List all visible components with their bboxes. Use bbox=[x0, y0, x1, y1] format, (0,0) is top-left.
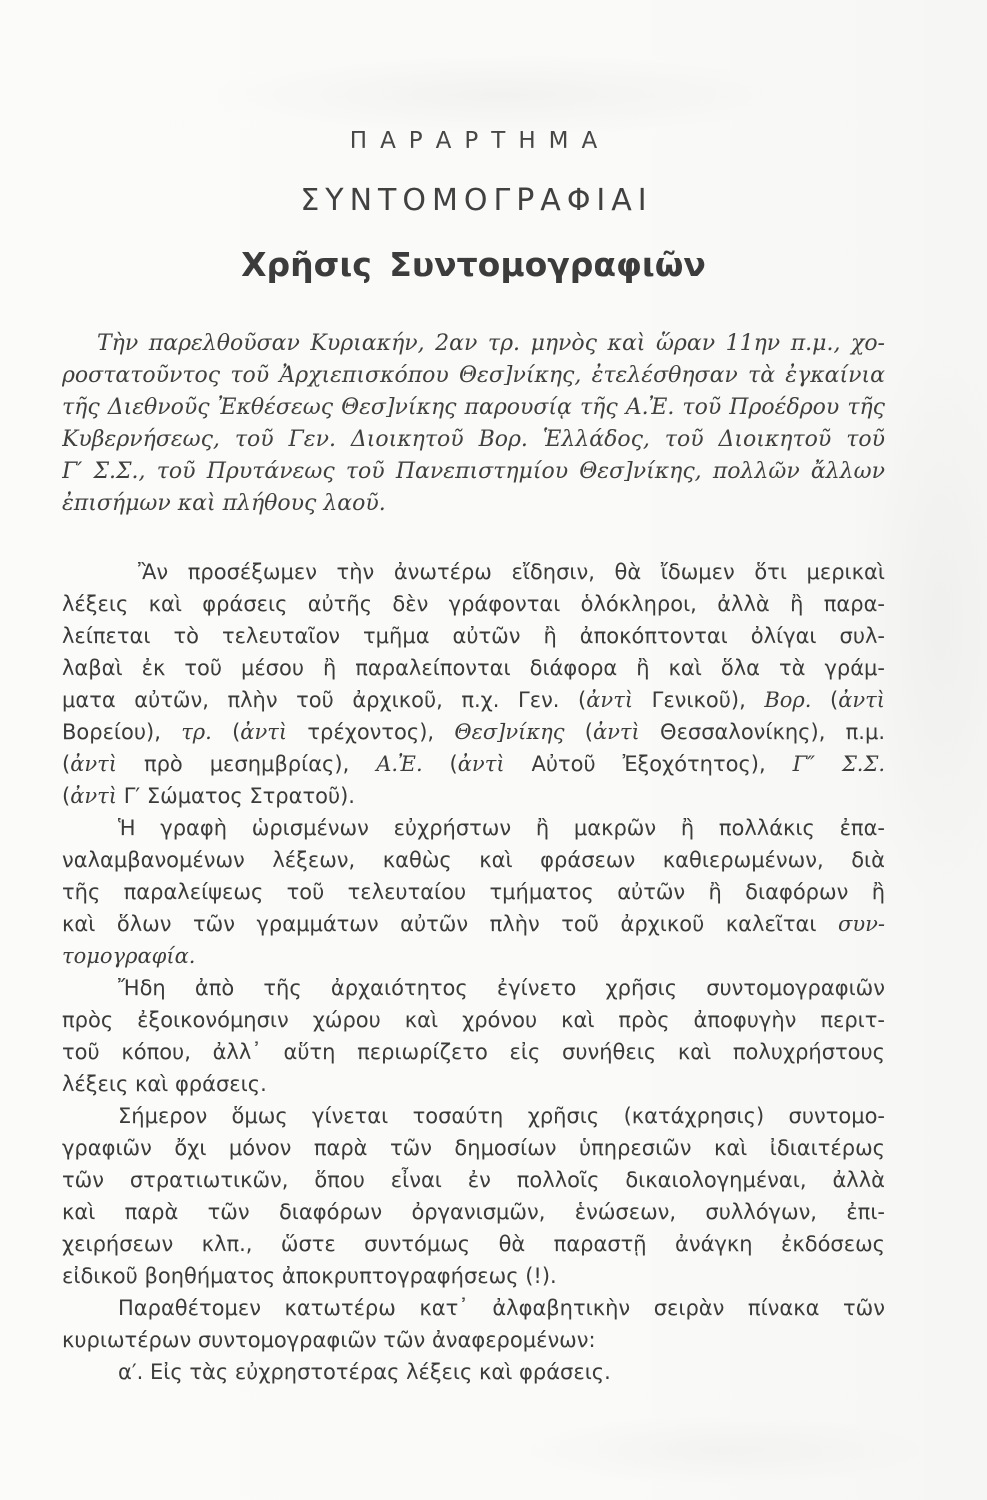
text-line bbox=[62, 972, 885, 1004]
text-run: Θεσσαλονίκης), π.μ. bbox=[639, 720, 885, 744]
text-line bbox=[62, 1164, 885, 1196]
text-run: Γενικοῦ), bbox=[633, 688, 765, 712]
text-line bbox=[62, 1292, 885, 1324]
text-run: ἐπισήμων καὶ πλήθους λαοῦ. bbox=[62, 491, 386, 516]
text-line bbox=[62, 424, 885, 456]
text-run: ( bbox=[62, 784, 71, 808]
emphasized-text-run: ἀντὶ bbox=[457, 752, 505, 776]
text-line bbox=[62, 1324, 885, 1356]
text-run: ( bbox=[211, 720, 241, 744]
text-run: ροστατοῦντος τοῦ Ἀρχιεπισκόπου Θεσ]νίκης, ἐτελέσθησαν τὰ ἐγκαίνια bbox=[62, 363, 885, 388]
emphasized-text-run: Α.Ἐ. bbox=[376, 752, 423, 776]
emphasized-text-run: ἀντὶ bbox=[240, 720, 288, 744]
emphasized-text-run: ἀντὶ bbox=[592, 720, 640, 744]
page-body bbox=[62, 328, 885, 1388]
text-run: καὶ ὅλων τῶν γραμμάτων αὐτῶν πλὴν τοῦ ἀρχικοῦ καλεῖται bbox=[62, 912, 839, 936]
emphasized-text-run: συν- bbox=[838, 912, 885, 936]
text-line bbox=[62, 1004, 885, 1036]
text-run: τρέχοντος), bbox=[287, 720, 455, 744]
text-run: τοῦ κόπου, ἀλλ᾽ αὕτη περιωρίζετο εἰς συνήθεις καὶ πολυχρήστους bbox=[62, 1040, 885, 1064]
text-run: λαβαὶ ἐκ τοῦ μέσου ἢ παραλείπονται διάφορα ἢ καὶ ὅλα τὰ γράμ- bbox=[62, 656, 885, 680]
text-run: λέξεις καὶ φράσεις αὐτῆς δὲν γράφονται ὁλόκληροι, ἀλλὰ ἢ παρα- bbox=[62, 592, 885, 616]
section-heading: Χρῆσις Συντομογραφιῶν bbox=[241, 245, 706, 284]
text-run: Παραθέτομεν κατωτέρω κατ᾽ ἀλφαβητικὴν σειρὰν πίνακα τῶν bbox=[118, 1296, 885, 1320]
text-line bbox=[62, 620, 885, 652]
emphasized-text-run: ἀντὶ bbox=[586, 688, 634, 712]
text-line bbox=[62, 812, 885, 844]
text-line bbox=[62, 456, 885, 488]
text-line bbox=[62, 844, 885, 876]
text-run: Κυβερνήσεως, τοῦ Γεν. Διοικητοῦ Βορ. Ἑλλάδος, τοῦ Διοικητοῦ τοῦ bbox=[62, 427, 885, 452]
text-line bbox=[62, 748, 885, 780]
text-run: Τὴν παρελθοῦσαν Κυριακήν, 2αν τρ. μηνὸς καὶ ὥραν 11ην π.μ., χο- bbox=[97, 331, 885, 356]
text-run: γραφιῶν ὄχι μόνον παρὰ τῶν δημοσίων ὑπηρεσιῶν καὶ ἰδιαιτέρως bbox=[62, 1136, 885, 1160]
text-line bbox=[62, 392, 885, 424]
emphasized-text-run: Θεσ]νίκης bbox=[454, 720, 565, 744]
text-run: Αὐτοῦ Ἐξοχότητος), bbox=[504, 752, 793, 776]
text-block bbox=[62, 0, 885, 1388]
text-run: τῶν στρατιωτικῶν, ὅπου εἶναι ἐν πολλοῖς δικαιολογημέναι, ἀλλὰ bbox=[62, 1168, 885, 1192]
appendix-kicker: ΠΑΡΑΡΤΗΜΑ bbox=[349, 128, 611, 154]
text-run: πρὸ μεσημβρίας), bbox=[117, 752, 377, 776]
text-run: λείπεται τὸ τελευταῖον τμῆμα αὐτῶν ἢ ἀποκόπτονται ὀλίγαι συλ- bbox=[62, 624, 885, 648]
text-line bbox=[62, 876, 885, 908]
text-run: ναλαμβανομένων λέξεων, καθὼς καὶ φράσεων καθιερωμένων, διὰ bbox=[62, 848, 885, 872]
text-line bbox=[62, 940, 885, 972]
body-paragraph-4 bbox=[62, 1100, 885, 1292]
text-run: εἰδικοῦ βοηθήματος ἀποκρυπτογραφήσεως (!). bbox=[62, 1264, 557, 1288]
text-run: καὶ παρὰ τῶν διαφόρων ὀργανισμῶν, ἑνώσεων, συλλόγων, ἐπι- bbox=[62, 1200, 885, 1224]
text-run: Ἤδη ἀπὸ τῆς ἀρχαιότητος ἐγίνετο χρῆσις συντομογραφιῶν bbox=[118, 976, 885, 1000]
emphasized-text-run: τρ. bbox=[181, 720, 212, 744]
intro-paragraph bbox=[62, 328, 885, 520]
text-line bbox=[62, 716, 885, 748]
text-line bbox=[62, 556, 885, 588]
body-paragraph-2 bbox=[62, 812, 885, 972]
emphasized-text-run: τομογραφία. bbox=[62, 944, 196, 968]
text-line bbox=[62, 488, 885, 520]
text-line bbox=[62, 1196, 885, 1228]
emphasized-text-run: ἀντὶ bbox=[838, 688, 885, 712]
text-line bbox=[62, 328, 885, 360]
text-line bbox=[62, 360, 885, 392]
text-run: Σήμερον ὅμως γίνεται τοσαύτη χρῆσις (κατάχρησις) συντομο- bbox=[118, 1104, 885, 1128]
text-line bbox=[62, 652, 885, 684]
text-run: τῆς παραλείψεως τοῦ τελευταίου τμήματος αὐτῶν ἢ διαφόρων ἢ bbox=[62, 880, 885, 904]
text-run: α′. Εἰς τὰς εὐχρηστοτέρας λέξεις καὶ φράσεις. bbox=[118, 1360, 611, 1384]
text-run: Γ′ Σ.Σ., τοῦ Πρυτάνεως τοῦ Πανεπιστημίου Θεσ]νίκης, πολλῶν ἄλλων bbox=[62, 459, 885, 484]
text-run: ματα αὐτῶν, πλὴν τοῦ ἀρχικοῦ, π.χ. Γεν. ( bbox=[62, 688, 587, 712]
text-run: ( bbox=[811, 688, 839, 712]
text-run: ( bbox=[62, 752, 71, 776]
text-line bbox=[62, 684, 885, 716]
body-paragraph-3 bbox=[62, 972, 885, 1100]
text-run: λέξεις καὶ φράσεις. bbox=[62, 1072, 267, 1096]
text-run: πρὸς ἐξοικονόμησιν χώρου καὶ χρόνου καὶ πρὸς ἀποφυγὴν περιτ- bbox=[62, 1008, 885, 1032]
text-run: τῆς Διεθνοῦς Ἐκθέσεως Θεσ]νίκης παρουσίᾳ τῆς Α.Ἐ. τοῦ Προέδρου τῆς bbox=[62, 395, 885, 420]
page-title: ΣΥΝΤΟΜΟΓΡΑΦΙΑΙ bbox=[300, 183, 653, 218]
text-run: ( bbox=[422, 752, 458, 776]
emphasized-text-run: Γ″ Σ.Σ. bbox=[792, 752, 885, 776]
body-paragraph-5 bbox=[62, 1292, 885, 1356]
text-run: Ἂν προσέξωμεν τὴν ἀνωτέρω εἴδησιν, θὰ ἴδωμεν ὅτι μερικαὶ bbox=[138, 560, 885, 584]
body-paragraph-1 bbox=[62, 556, 885, 812]
text-line bbox=[62, 1356, 885, 1388]
text-run: Γ′ Σώματος Στρατοῦ). bbox=[117, 784, 355, 808]
text-run: χειρήσεων κλπ., ὥστε συντόμως θὰ παραστῇ ἀνάγκη ἐκδόσεως bbox=[62, 1232, 885, 1256]
text-line bbox=[62, 1100, 885, 1132]
body-paragraph-6 bbox=[62, 1356, 885, 1388]
text-line bbox=[62, 588, 885, 620]
text-line bbox=[62, 1228, 885, 1260]
text-run: κυριωτέρων συντομογραφιῶν τῶν ἀναφερομένων: bbox=[62, 1328, 596, 1352]
emphasized-text-run: Βορ. bbox=[764, 688, 812, 712]
text-line bbox=[62, 908, 885, 940]
text-line bbox=[62, 1260, 885, 1292]
text-run: Ἡ γραφὴ ὡρισμένων εὐχρήστων ἢ μακρῶν ἢ πολλάκις ἐπα- bbox=[118, 816, 885, 840]
text-line bbox=[62, 1068, 885, 1100]
text-line bbox=[62, 1132, 885, 1164]
emphasized-text-run: ἀντὶ bbox=[70, 752, 118, 776]
text-line bbox=[62, 780, 885, 812]
text-line bbox=[62, 1036, 885, 1068]
text-run: Βορείου), bbox=[62, 720, 182, 744]
emphasized-text-run: ἀντὶ bbox=[70, 784, 118, 808]
text-run: ( bbox=[564, 720, 593, 744]
